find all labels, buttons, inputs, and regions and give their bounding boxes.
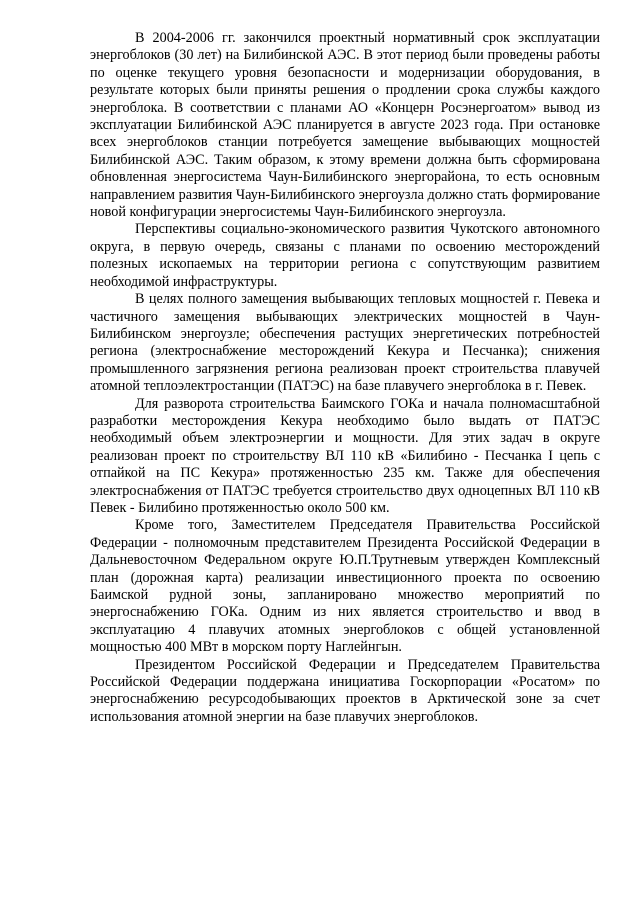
paragraph-chukotka-prospects: Перспективы социально-экономического развития Чукотского автономного округа, в первую очередь, связаны с планами по освоению месторождений полезных ископаемых на территории региона с сопутствующим развитием необходимой инфраструктуры.	[90, 221, 600, 290]
paragraph-floating-plant-project: В целях полного замещения выбывающих тепловых мощностей г. Певека и частичного замещения выбывающих электрических мощностей в Чаун-Билибинском энергоузле; обеспечения растущих энергетических потребностей региона (электроснабжение месторождений Кекура и Песчанка); снижения промышленного загрязнения региона реализован проект строительства плавучей атомной теплоэлектростанции (ПАТЭС) на базе плавучего энергоблока в г. Певек.	[90, 291, 600, 395]
paragraph-roadmap: Кроме того, Заместителем Председателя Правительства Российской Федерации - полномочным представителем Президента Российской Федерации в Дальневосточном Федеральном округе Ю.П.Трутневым утвержден Комплексный план (дорожная карта) реализации инвестиционного проекта по освоению Баимской рудной зоны, запланировано множество мероприятий по энергоснабжению ГОКа. Одним из них является строительство и ввод в эксплуатацию 4 плавучих атомных энергоблоков с общей установленной мощностью 400 МВт в морском порту Наглейнгын.	[90, 517, 600, 656]
paragraph-rosatom-initiative: Президентом Российской Федерации и Председателем Правительства Российской Федерации поддержана инициатива Госкорпорации «Росатом» по энергоснабжению ресурсодобывающих проектов в Арктической зоне за счет использования атомной энергии на базе плавучих энергоблоков.	[90, 656, 600, 725]
paragraph-baimskaya-power-lines: Для разворота строительства Баимского ГОКа и начала полномасштабной разработки месторождения Кекура необходимо было выдать от ПАТЭС необходимый объем электроэнергии и мощности. Для этих задач в округе реализован проект по строительству ВЛ 110 кВ «Билибино - Песчанка I цепь с отпайкой на ПС Кекура» протяженностью 235 км. Также для обеспечения электроснабжения от ПАТЭС требуется строительство двух одноцепных ВЛ 110 кВ Певек - Билибино протяженностью около 500 км.	[90, 395, 600, 516]
document-body	[90, 30, 600, 726]
paragraph-bilibino-npp: В 2004-2006 гг. закончился проектный нормативный срок эксплуатации энергоблоков (30 лет) на Билибинской АЭС. В этот период были проведены работы по оценке текущего уровня безопасности и модернизации оборудования, в результате которых были приняты решения о продлении срока службы каждого энергоблока. В соответствии с планами АО «Концерн Росэнергоатом» вывод из эксплуатации Билибинской АЭС планируется в августе 2023 года. При остановке всех энергоблоков станции потребуется замещение выбывающих мощностей Билибинской АЭС. Таким образом, к этому времени должна быть сформирована обновленная энергосистема Чаун-Билибинского энергорайона, то есть основным направлением развития Чаун-Билибинского энергоузла должно стать формирование новой конфигурации энергосистемы Чаун-Билибинского энергоузла.	[90, 30, 600, 221]
